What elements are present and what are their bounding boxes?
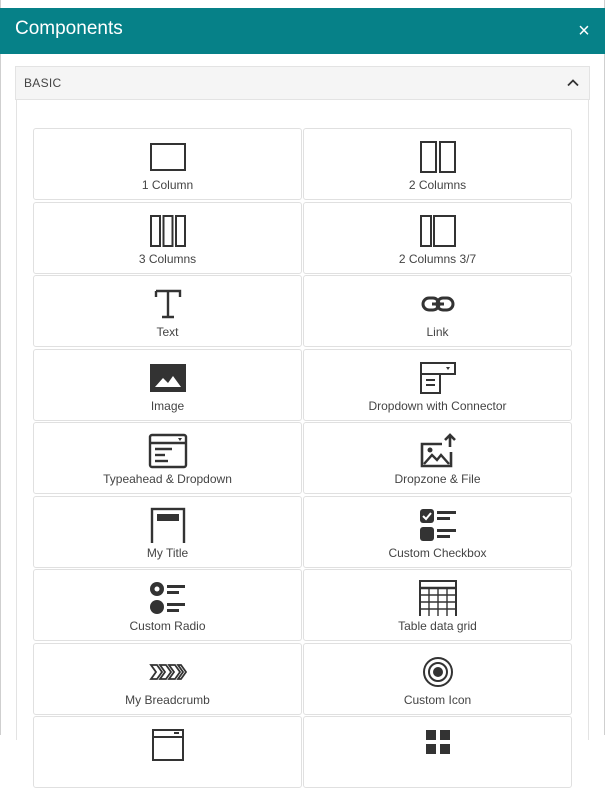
component-tile[interactable]	[33, 716, 302, 788]
component-tile[interactable]	[303, 202, 572, 274]
component-tile[interactable]	[33, 128, 302, 200]
left-border	[0, 0, 1, 735]
dropzone-file-icon	[418, 433, 458, 469]
custom-radio-icon	[148, 580, 188, 616]
component-tile[interactable]	[33, 349, 302, 421]
component-label: My Breadcrumb	[125, 692, 210, 707]
component-tile[interactable]	[303, 643, 572, 715]
component-label: Table data grid	[398, 619, 477, 633]
components-header	[0, 8, 605, 54]
component-tile[interactable]	[33, 569, 302, 641]
component-label: 3 Columns	[138, 251, 197, 266]
component-tile[interactable]	[33, 496, 302, 568]
component-label: Custom Icon	[403, 692, 472, 707]
component-label: Dropzone & File	[394, 472, 481, 486]
component-tile[interactable]	[303, 496, 572, 568]
custom-icon-icon	[418, 654, 458, 690]
section-basic-toggle[interactable]	[15, 66, 590, 100]
table-grid-icon	[418, 580, 458, 616]
two-columns-3-7-icon	[418, 213, 458, 249]
component-label: 2 Columns 3/7	[398, 251, 477, 266]
component-label: Typeahead & Dropdown	[103, 472, 232, 486]
component-label: Dropdown with Connector	[368, 398, 507, 413]
dropdown-connector-icon	[418, 360, 458, 396]
component-tile[interactable]	[33, 202, 302, 274]
component-label: Text	[156, 325, 179, 339]
link-icon	[418, 286, 458, 322]
component-tile[interactable]	[33, 643, 302, 715]
typeahead-dropdown-icon	[148, 433, 188, 469]
right-border	[604, 0, 605, 735]
breadcrumb-icon	[148, 654, 188, 690]
component-label: Link	[426, 325, 449, 339]
chevron-up-icon[interactable]	[565, 75, 581, 91]
custom-checkbox-icon	[418, 507, 458, 543]
three-columns-icon	[148, 213, 188, 249]
component-label: 2 Columns	[408, 178, 467, 192]
component-label: 1 Column	[141, 178, 194, 192]
component-tile[interactable]	[303, 128, 572, 200]
component-label: My Title	[146, 545, 189, 560]
two-columns-icon	[418, 139, 458, 175]
component-tile[interactable]	[303, 275, 572, 347]
my-title-icon	[148, 507, 188, 543]
component-tile[interactable]	[33, 275, 302, 347]
one-column-icon	[148, 139, 188, 175]
component-label: Custom Checkbox	[388, 545, 487, 560]
window-icon	[148, 727, 188, 763]
image-icon	[148, 360, 188, 396]
blocks-icon	[418, 727, 458, 763]
component-label: Image	[150, 398, 185, 413]
section-label: BASIC	[24, 76, 62, 90]
component-tile[interactable]	[303, 349, 572, 421]
component-tile[interactable]	[33, 422, 302, 494]
components-grid	[33, 128, 572, 788]
component-tile[interactable]	[303, 716, 572, 788]
panel-title: Components	[15, 18, 123, 39]
component-label: Custom Radio	[129, 619, 206, 633]
component-tile[interactable]	[303, 569, 572, 641]
close-button[interactable]: ×	[578, 20, 590, 42]
component-tile[interactable]	[303, 422, 572, 494]
text-icon	[148, 286, 188, 322]
